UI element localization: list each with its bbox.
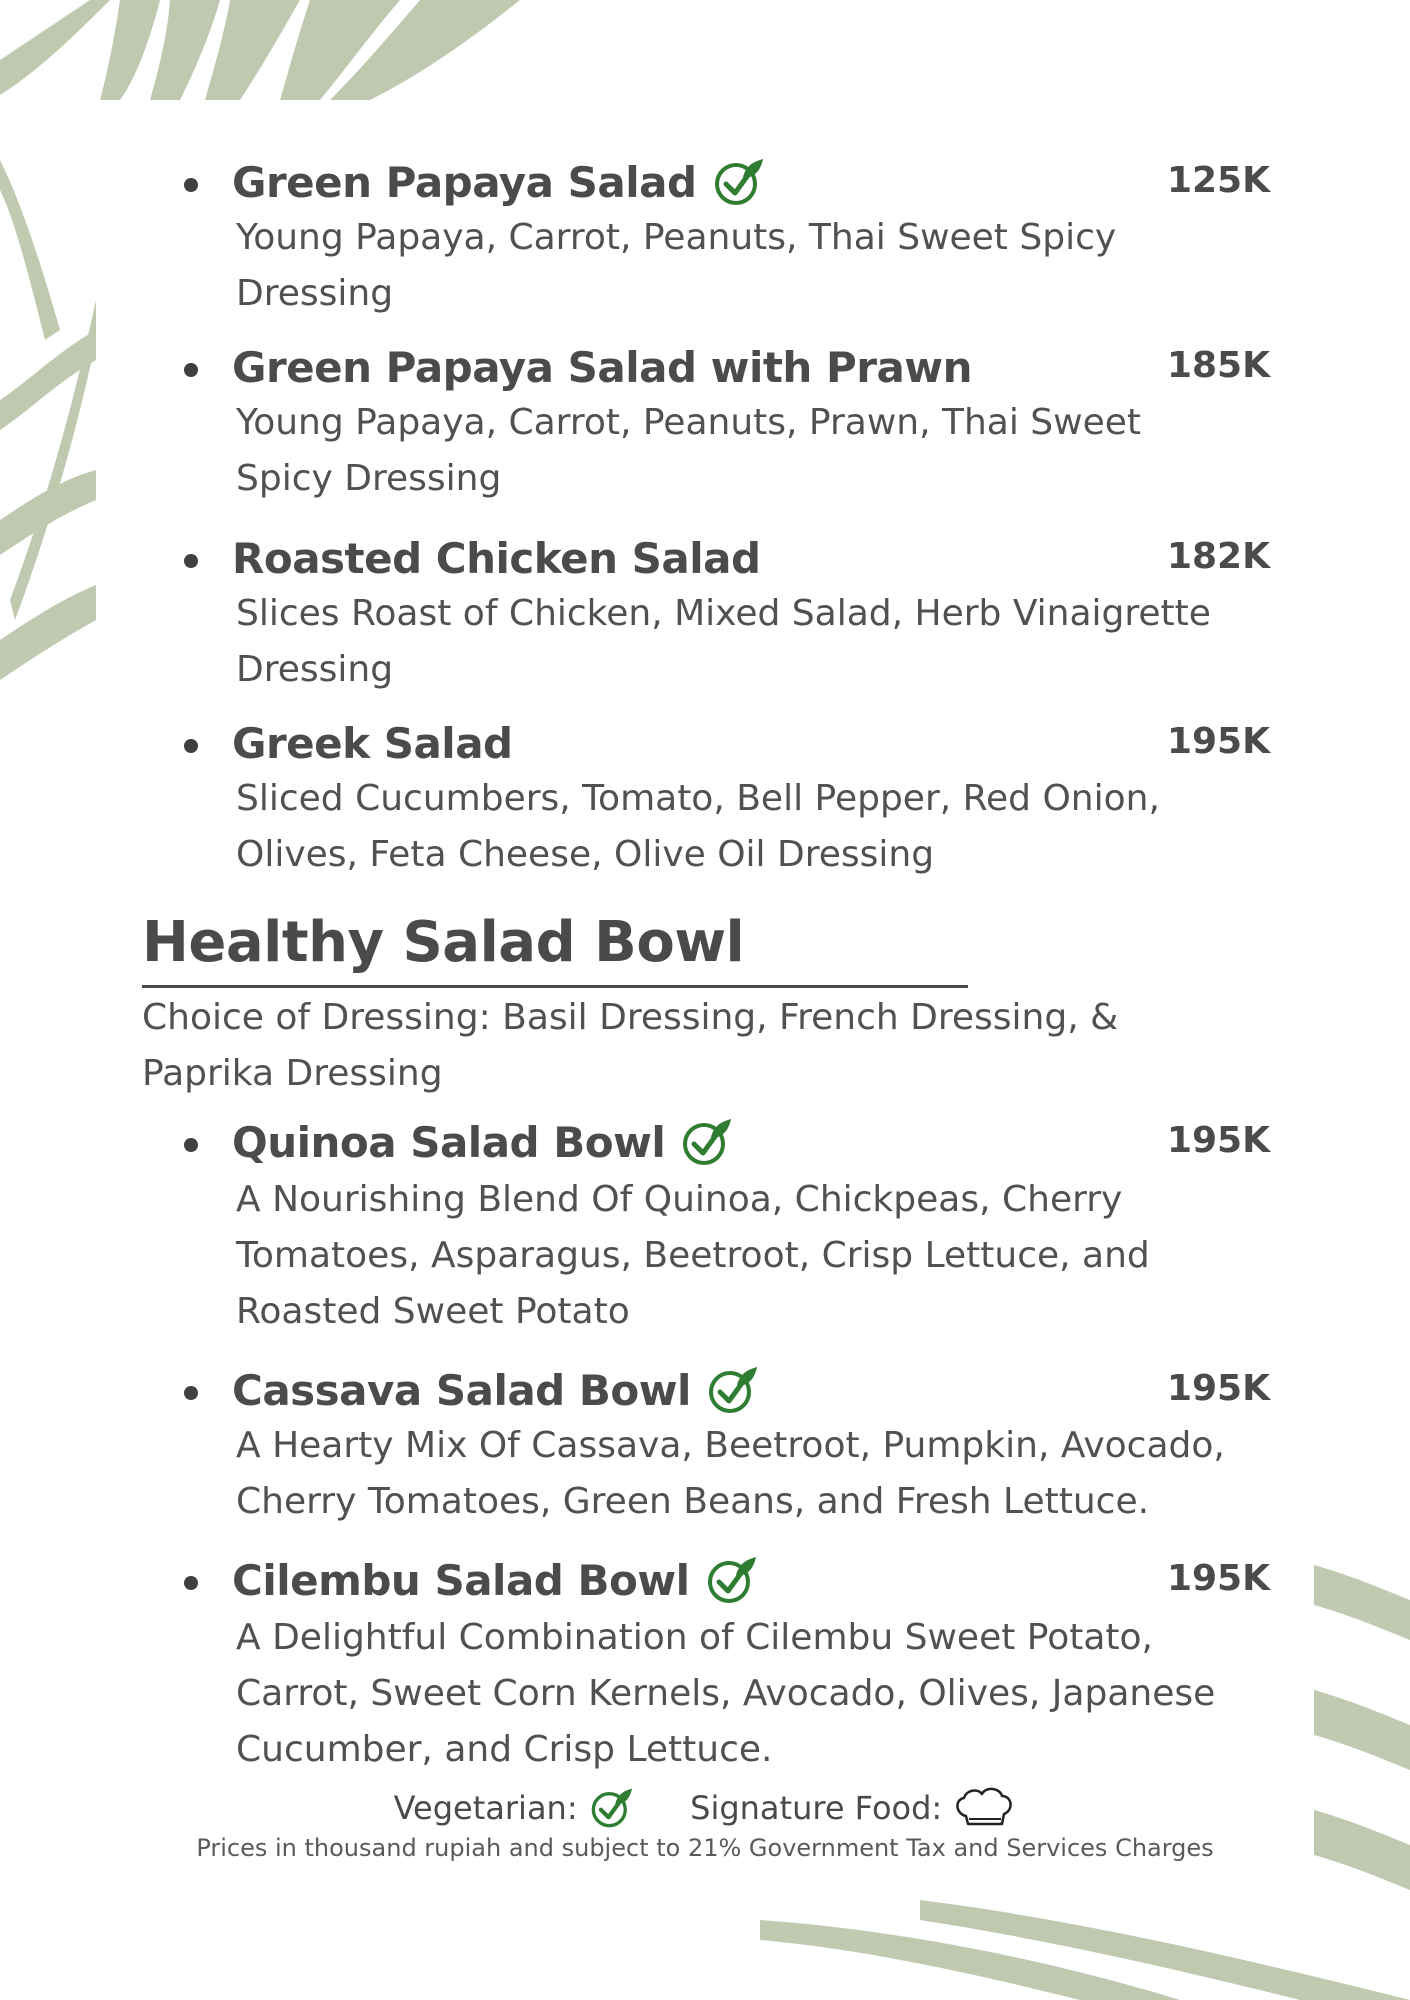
leaf-check-icon [704, 1555, 758, 1605]
item-name: Green Papaya Salad [232, 158, 765, 211]
bullet [184, 554, 198, 568]
bullet [184, 739, 198, 753]
item-description: Young Papaya, Carrot, Peanuts, Prawn, Thai Sweet Spicy Dressing [236, 402, 1142, 499]
bullet [184, 1576, 198, 1590]
legend [0, 1786, 1410, 1830]
item-price: 195K [1166, 1368, 1270, 1409]
item-name: Cassava Salad Bowl [232, 1366, 759, 1419]
item-name: Cilembu Salad Bowl [232, 1556, 758, 1609]
item-description: Young Papaya, Carrot, Peanuts, Thai Sweet Spicy Dressing [236, 217, 1117, 314]
item-price: 195K [1166, 1120, 1270, 1161]
item-description: Slices Roast of Chicken, Mixed Salad, Herb Vinaigrette Dressing [236, 593, 1211, 690]
leaf-check-icon [679, 1117, 733, 1167]
item-name: Greek Salad [232, 719, 513, 768]
item-description: A Delightful Combination of Cilembu Sweet Potato, Carrot, Sweet Corn Kernels, Avocado, Olives, Japanese Cucumber, and Crisp Lettuce. [236, 1617, 1216, 1770]
item-price: 195K [1166, 1558, 1270, 1599]
item-description: A Hearty Mix Of Cassava, Beetroot, Pumpkin, Avocado, Cherry Tomatoes, Green Beans, and Fresh Lettuce. [236, 1425, 1225, 1522]
item-description: Sliced Cucumbers, Tomato, Bell Pepper, Red Onion, Olives, Feta Cheese, Olive Oil Dressing [236, 778, 1160, 875]
item-price: 195K [1166, 721, 1270, 762]
item-name: Quinoa Salad Bowl [232, 1118, 733, 1171]
legend-signature-label: Signature Food: [690, 1789, 943, 1827]
item-description: A Nourishing Blend Of Quinoa, Chickpeas, Cherry Tomatoes, Asparagus, Beetroot, Crisp Lettuce, and Roasted Sweet Potato [236, 1179, 1150, 1332]
leaf-check-icon [711, 157, 765, 207]
bullet [184, 178, 198, 192]
section-divider [142, 985, 968, 988]
bullet [184, 363, 198, 377]
leaf-check-icon [705, 1365, 759, 1415]
item-name: Green Papaya Salad with Prawn [232, 343, 972, 392]
bullet [184, 1386, 198, 1400]
price-footnote: Prices in thousand rupiah and subject to 21% Government Tax and Services Charges [196, 1834, 1214, 1862]
section-subtitle: Choice of Dressing: Basil Dressing, French Dressing, & Paprika Dressing [142, 997, 1119, 1094]
chef-hat-icon [952, 1786, 1016, 1830]
bullet [184, 1138, 198, 1152]
leaf-check-icon [588, 1787, 634, 1829]
item-name: Roasted Chicken Salad [232, 534, 761, 583]
item-price: 182K [1166, 536, 1270, 577]
section-title: Healthy Salad Bowl [142, 910, 745, 975]
item-price: 185K [1166, 345, 1270, 386]
legend-vegetarian-label: Vegetarian: [393, 1789, 578, 1827]
item-price: 125K [1166, 160, 1270, 201]
